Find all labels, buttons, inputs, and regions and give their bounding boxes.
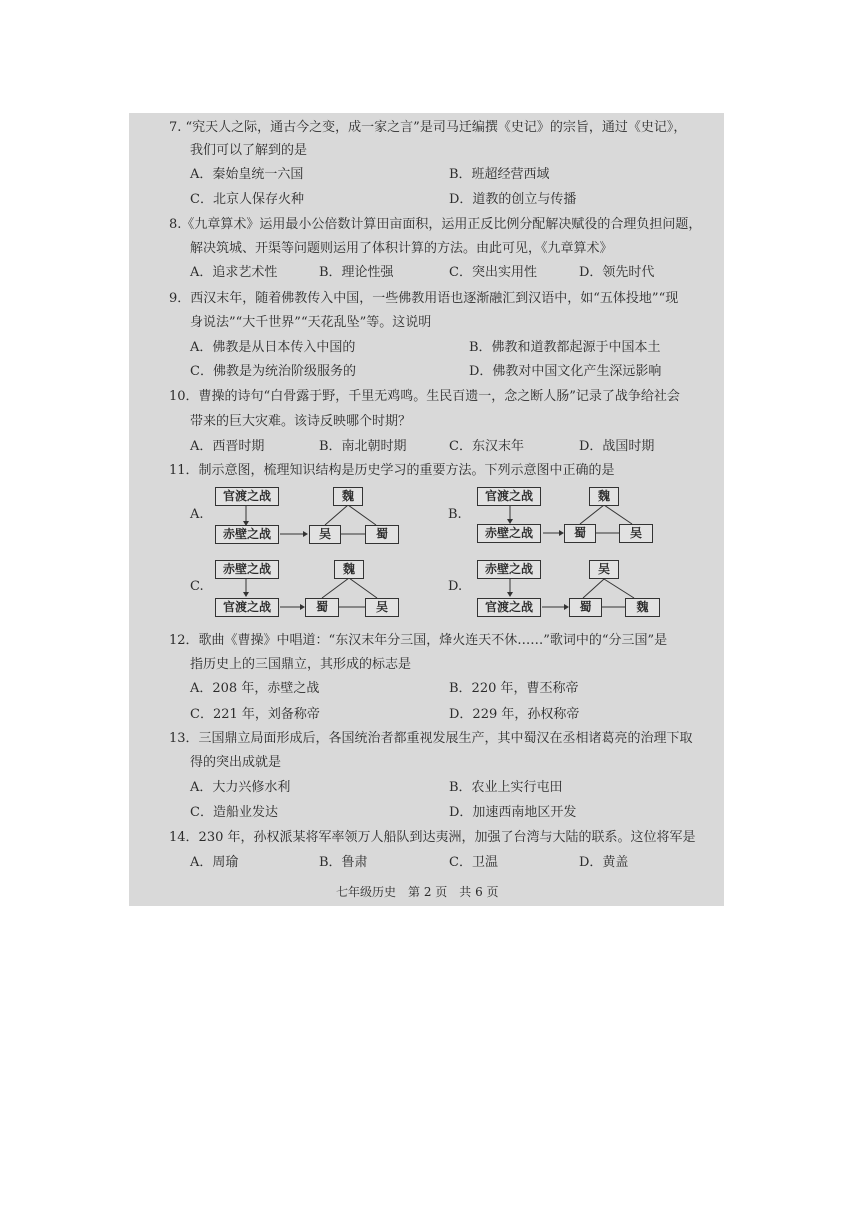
q9-stem-line2: 身说法”“大千世界”“天花乱坠”等。这说明 <box>190 315 432 330</box>
q11-b-left: 蜀 <box>564 524 596 543</box>
q13-option-d: D．加速西南地区开发 <box>449 805 577 820</box>
q11-d-label: D. <box>448 579 463 594</box>
q9-option-b: B．佛教和道教都起源于中国本土 <box>469 340 661 355</box>
q11-a-label: A. <box>190 507 204 522</box>
q14-option-b: B．鲁肃 <box>319 855 368 870</box>
q14-option-c: C．卫温 <box>449 855 498 870</box>
q11-d-battle1: 赤壁之战 <box>477 560 541 579</box>
q8-option-d: D．领先时代 <box>579 265 655 280</box>
q11-stem-line1: 11．制示意图，梳理知识结构是历史学习的重要方法。下列示意图中正确的是 <box>169 463 615 478</box>
q11-c-battle1: 赤壁之战 <box>215 560 279 579</box>
q11-c-left: 蜀 <box>305 598 339 617</box>
q12-option-b: B．220 年，曹丕称帝 <box>449 681 579 696</box>
q7-option-b: B．班超经营西域 <box>449 167 550 182</box>
q10-stem-line1: 10．曹操的诗句“白骨露于野，千里无鸡鸣。生民百遗一，念之断人肠”记录了战争给社会 <box>169 389 680 404</box>
q13-option-b: B．农业上实行屯田 <box>449 780 563 795</box>
q11-a-right: 蜀 <box>365 525 399 544</box>
q7-stem-line1: 7. “究天人之际，通古今之变，成一家之言”是司马迁编撰《史记》的宗旨，通过《史记》， <box>169 120 687 135</box>
q12-option-d: D．229 年，孙权称帝 <box>449 707 580 722</box>
q11-b-top: 魏 <box>589 487 619 506</box>
q14-stem-line1: 14．230 年，孙权派某将军率领万人船队到达夷洲，加强了台湾与大陆的联系。这位将军是 <box>169 830 696 845</box>
q11-c-label: C. <box>190 579 204 594</box>
q11-d-right: 魏 <box>625 598 660 617</box>
q11-a-top: 魏 <box>333 487 363 506</box>
q14-option-d: D．黄盖 <box>579 855 629 870</box>
q11-a-battle1: 官渡之战 <box>215 487 279 506</box>
q8-option-b: B．理论性强 <box>319 265 394 280</box>
q12-option-c: C．221 年，刘备称帝 <box>190 707 320 722</box>
q11-c-right: 吴 <box>365 598 399 617</box>
q8-stem-line2: 解决筑城、开渠等问题则运用了体积计算的方法。由此可见，《九章算术》 <box>190 241 613 256</box>
q11-b-battle2: 赤壁之战 <box>477 524 541 543</box>
q7-option-d: D．道教的创立与传播 <box>449 192 577 207</box>
q10-stem-line2: 带来的巨大灾难。该诗反映哪个时期？ <box>190 414 412 429</box>
q12-stem-line2: 指历史上的三国鼎立，其形成的标志是 <box>190 657 412 672</box>
q7-option-c: C．北京人保存火种 <box>190 192 304 207</box>
q14-option-a: A．周瑜 <box>190 855 239 870</box>
q13-stem-line1: 13．三国鼎立局面形成后，各国统治者都重视发展生产，其中蜀汉在丞相诸葛亮的治理下取 <box>169 731 693 746</box>
q11-c-top: 魏 <box>334 560 364 579</box>
exam-page <box>129 113 724 906</box>
q11-d-battle2: 官渡之战 <box>477 598 541 617</box>
q8-option-c: C．突出实用性 <box>449 265 537 280</box>
q8-option-a: A．追求艺术性 <box>190 265 278 280</box>
q9-stem-line1: 9．西汉末年，随着佛教传入中国，一些佛教用语也逐渐融汇到汉语中，如“五体投地”“现 <box>169 291 679 306</box>
q11-b-battle1: 官渡之战 <box>477 487 541 506</box>
q10-option-a: A．西晋时期 <box>190 439 265 454</box>
q11-c-battle2: 官渡之战 <box>215 598 279 617</box>
q11-d-top: 吴 <box>589 560 619 579</box>
q10-option-b: B．南北朝时期 <box>319 439 407 454</box>
q10-option-d: D．战国时期 <box>579 439 655 454</box>
q11-b-label: B. <box>448 507 462 522</box>
q8-stem-line1: 8.《九章算术》运用最小公倍数计算田亩面积，运用正反比例分配解决赋役的合理负担问题， <box>169 217 702 232</box>
q9-option-d: D．佛教对中国文化产生深远影响 <box>469 364 662 379</box>
q9-option-a: A．佛教是从日本传入中国的 <box>190 340 356 355</box>
q11-b-right: 吴 <box>619 524 653 543</box>
page-footer: 七年级历史 第 2 页 共 6 页 <box>336 885 499 899</box>
q13-option-a: A．大力兴修水利 <box>190 780 291 795</box>
q9-option-c: C．佛教是为统治阶级服务的 <box>190 364 356 379</box>
q7-option-a: A．秦始皇统一六国 <box>190 167 304 182</box>
q11-d-left: 蜀 <box>569 598 602 617</box>
q11-a-battle2: 赤壁之战 <box>215 525 279 544</box>
q13-option-c: C．造船业发达 <box>190 805 278 820</box>
q7-stem-line2: 我们可以了解到的是 <box>190 143 308 158</box>
q13-stem-line2: 得的突出成就是 <box>190 755 282 770</box>
q10-option-c: C．东汉末年 <box>449 439 524 454</box>
q12-stem-line1: 12．歌曲《曹操》中唱道：“东汉末年分三国，烽火连天不休……”歌词中的“分三国”是 <box>169 633 668 648</box>
q12-option-a: A．208 年，赤壁之战 <box>190 681 320 696</box>
q11-a-left: 吴 <box>309 525 341 544</box>
